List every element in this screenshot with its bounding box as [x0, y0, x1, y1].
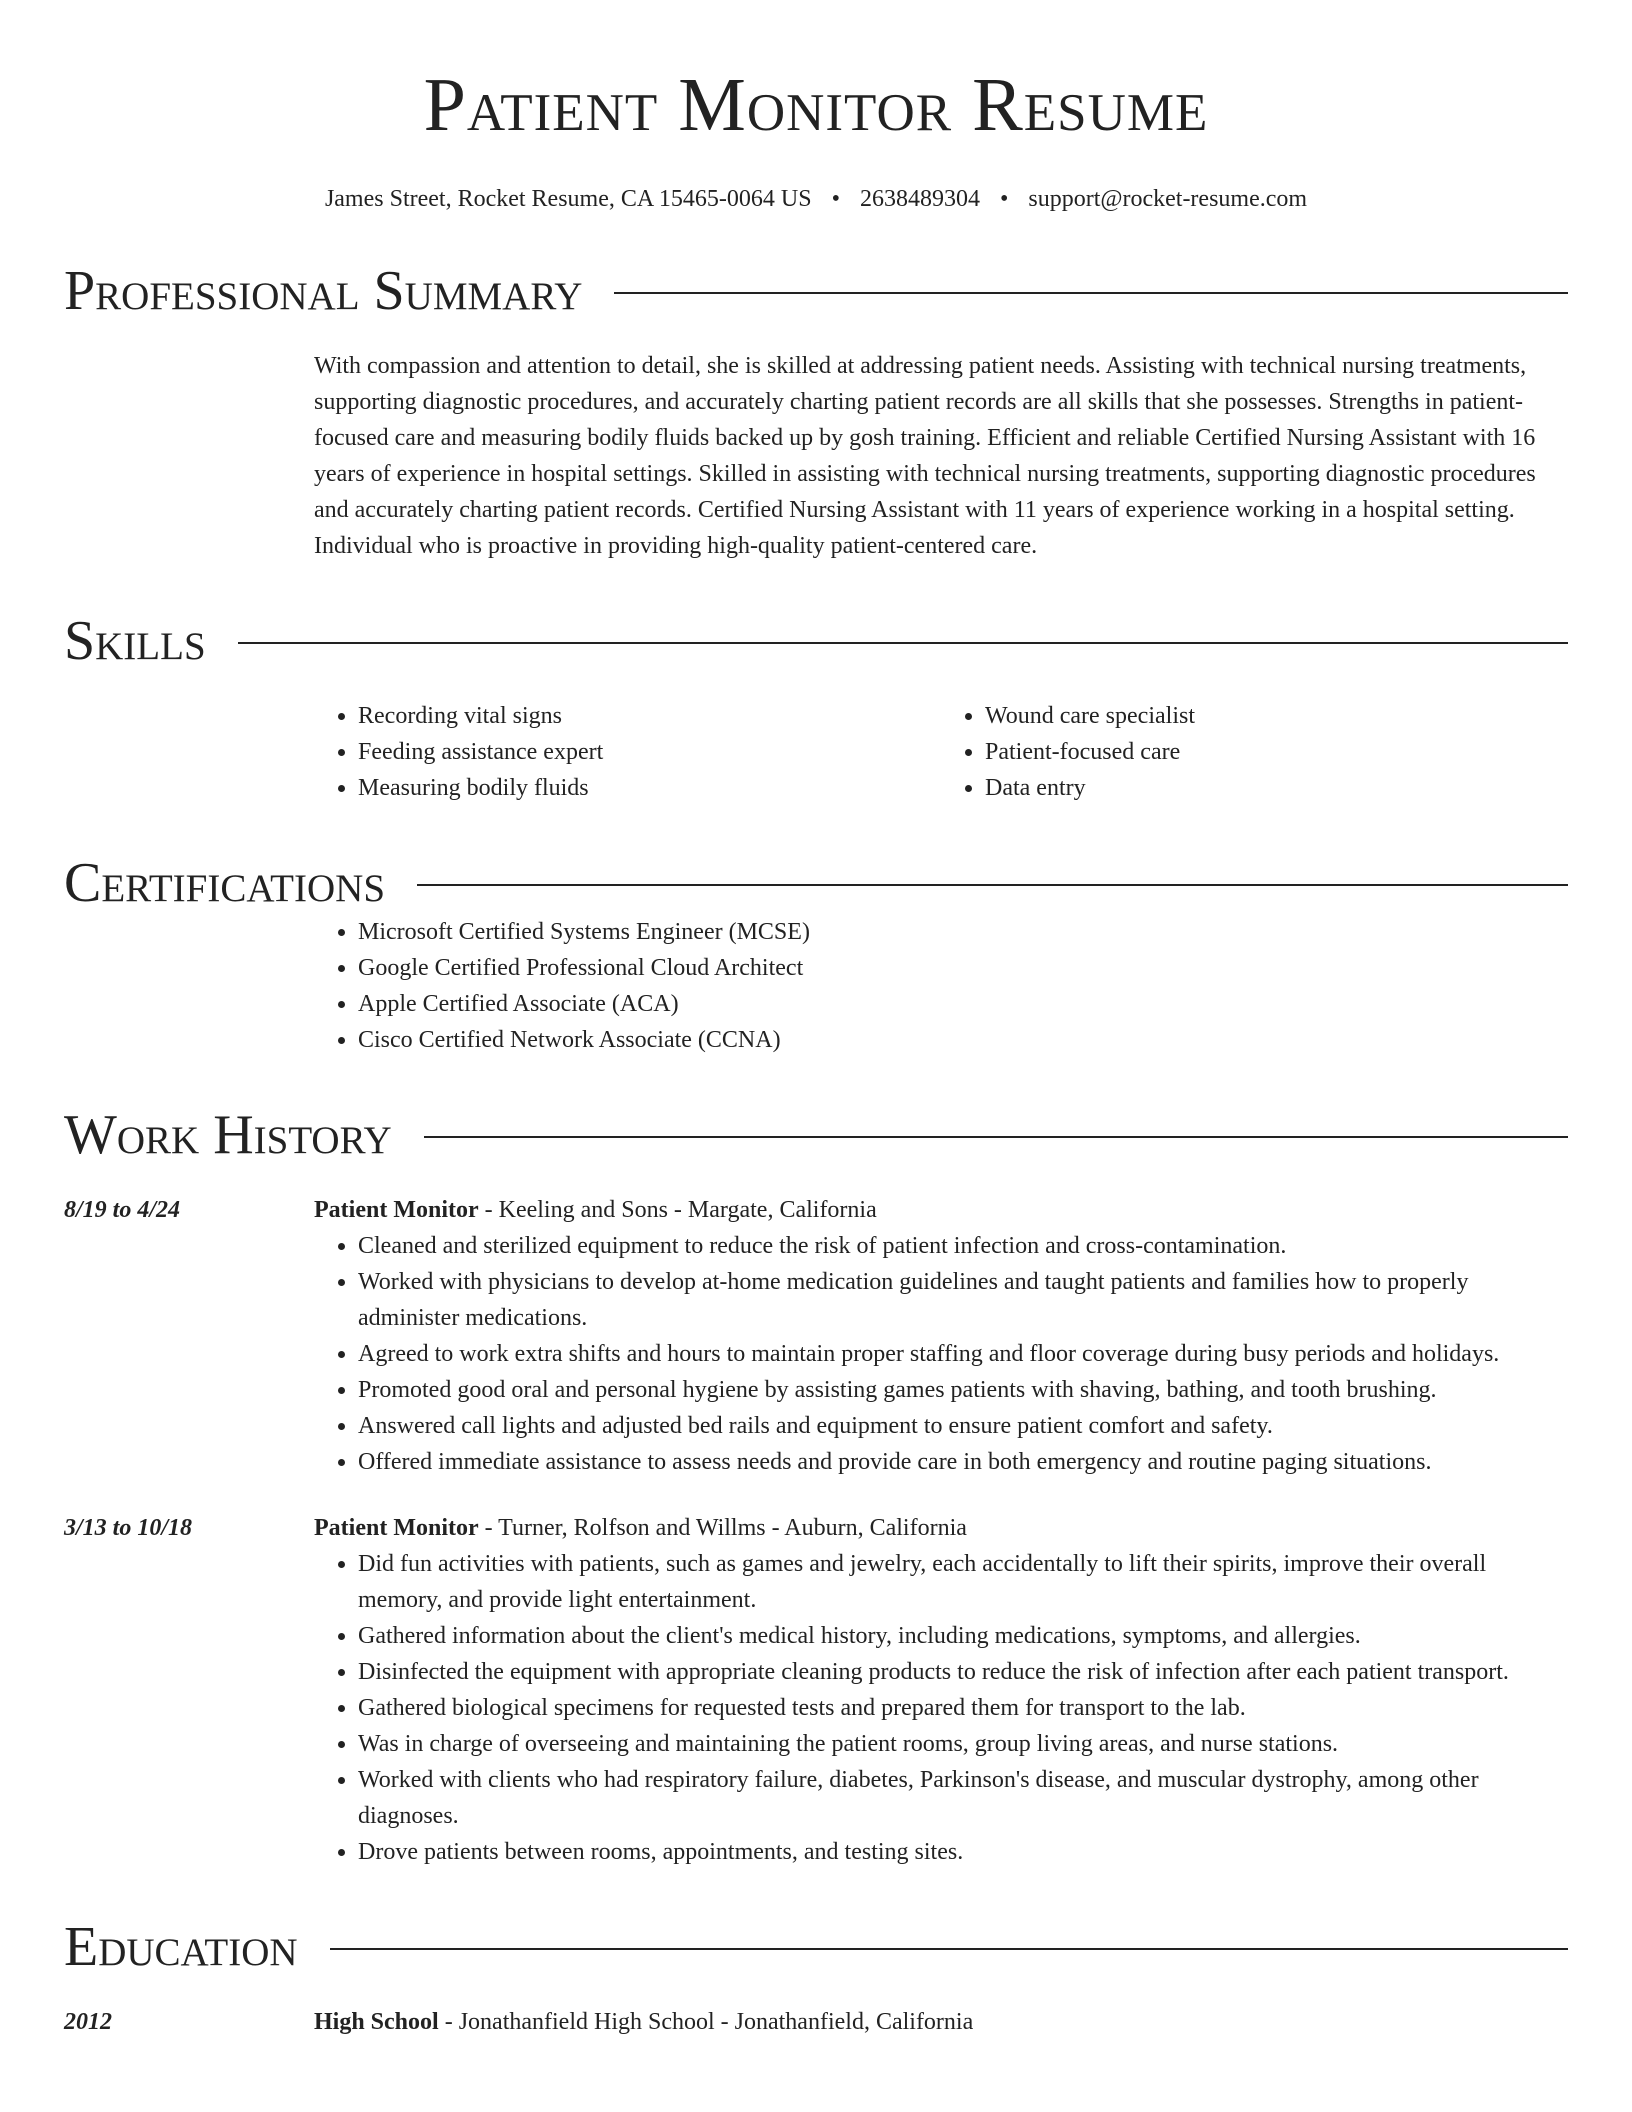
education-content: [314, 2004, 1564, 2040]
skills-list-right: [941, 698, 1568, 806]
education-line: [314, 2004, 1564, 2040]
summary-section-header: [64, 260, 1568, 322]
job-duty: • Offered immediate assistance to assess needs and provide care in both emergency and routine paging situations.: [358, 1444, 1564, 1480]
skill-item: • Recording vital signs: [358, 698, 941, 734]
work-heading: Work History: [64, 1104, 392, 1166]
skills-section: [314, 698, 1568, 806]
section-divider: [424, 1136, 1568, 1138]
summary-text: With compassion and attention to detail, she is skilled at addressing patient needs. Assisting with technical nursing treatments, supporting diagnostic procedures, and accurately charting patient records are all skills that she possesses. Strengths in patient-focused care and measuring bodily fluids backed up by gosh training. Efficient and reliable Certified Nursing Assistant with 16 years of experience in hospital settings. Skilled in assisting with technical nursing treatments, supporting diagnostic procedures and accurately charting patient records. Certified Nursing Assistant with 11 years of experience working in a hospital setting. Individual who is proactive in providing high-quality patient-centered care.: [314, 353, 1536, 559]
skill-item: • Wound care specialist: [985, 698, 1568, 734]
job-role: Patient Monitor: [314, 1515, 479, 1541]
contact-line: [64, 184, 1568, 214]
job-duty: • Promoted good oral and personal hygiene by assisting games patients with shaving, bathing, and tooth brushing.: [358, 1372, 1564, 1408]
job-content: [314, 1510, 1564, 1870]
document-title: Patient Monitor Resume: [423, 63, 1209, 147]
skill-item: • Measuring bodily fluids: [358, 770, 941, 806]
education-section-header: [64, 1916, 1568, 1978]
job-duty: • Agreed to work extra shifts and hours to maintain proper staffing and floor coverage during busy periods and holidays.: [358, 1336, 1564, 1372]
job-dates: 3/13 to 10/18: [64, 1515, 193, 1541]
certifications-heading: Certifications: [64, 852, 386, 914]
job-dates: 8/19 to 4/24: [64, 1197, 181, 1223]
certifications-section: [314, 914, 1568, 1058]
job-duties: [314, 1228, 1564, 1480]
job-duties: [314, 1546, 1564, 1870]
job-role: Patient Monitor: [314, 1197, 479, 1223]
certifications-section-header: [64, 852, 1568, 914]
certification-item: • Cisco Certified Network Associate (CCNA): [358, 1022, 1568, 1058]
contact-separator: •: [999, 186, 1009, 212]
job-entry: [64, 1192, 1568, 1480]
job-entry: [64, 1510, 1568, 1870]
job-employer: - Keeling and Sons - Margate, California: [478, 1197, 877, 1223]
job-duty: • Gathered information about the client's medical history, including medications, symptoms, and allergies.: [358, 1618, 1564, 1654]
education-heading: Education: [64, 1916, 298, 1978]
job-title-line: [314, 1510, 1564, 1546]
section-divider: [614, 292, 1568, 294]
section-divider: [330, 1948, 1568, 1950]
contact-phone: 2638489304: [859, 186, 980, 212]
skills-grid: [314, 698, 1568, 806]
job-duty: • Gathered biological specimens for requested tests and prepared them for transport to the lab.: [358, 1690, 1564, 1726]
education-school: - Jonathanfield High School - Jonathanfield, California: [438, 2009, 974, 2035]
job-duty: • Was in charge of overseeing and maintaining the patient rooms, group living areas, and nurse stations.: [358, 1726, 1564, 1762]
certifications-list: [314, 914, 1568, 1058]
job-duty: • Worked with physicians to develop at-home medication guidelines and taught patients and families how to properly administer medications.: [358, 1264, 1564, 1336]
summary-heading: Professional Summary: [64, 260, 583, 322]
skill-item: • Data entry: [985, 770, 1568, 806]
job-duty: • Cleaned and sterilized equipment to reduce the risk of patient infection and cross-contamination.: [358, 1228, 1564, 1264]
job-duty: • Answered call lights and adjusted bed rails and equipment to ensure patient comfort and safety.: [358, 1408, 1564, 1444]
skills-section-header: [64, 610, 1568, 672]
job-title-line: [314, 1192, 1564, 1228]
contact-separator: •: [831, 186, 840, 212]
education-degree: High School: [314, 2009, 439, 2035]
job-duty: • Drove patients between rooms, appointments, and testing sites.: [358, 1834, 1564, 1870]
section-divider: [417, 884, 1568, 886]
summary-section: [314, 348, 1568, 564]
certification-item: • Google Certified Professional Cloud Architect: [358, 950, 1568, 986]
education-year: 2012: [64, 2009, 112, 2035]
education-entry: [64, 2004, 1568, 2040]
skill-item: • Patient-focused care: [985, 734, 1568, 770]
skill-item: • Feeding assistance expert: [358, 734, 941, 770]
job-duty: • Disinfected the equipment with appropriate cleaning products to reduce the risk of infection after each patient transport.: [358, 1654, 1564, 1690]
certification-item: • Apple Certified Associate (ACA): [358, 986, 1568, 1022]
job-content: [314, 1192, 1564, 1480]
skills-list-left: [314, 698, 941, 806]
work-section-header: [64, 1104, 1568, 1166]
contact-address: James Street, Rocket Resume, CA 15465-0064 US: [324, 186, 812, 212]
skills-heading: Skills: [64, 610, 206, 672]
certification-item: • Microsoft Certified Systems Engineer (MCSE): [358, 914, 1568, 950]
section-divider: [238, 642, 1568, 644]
contact-email: support@rocket-resume.com: [1028, 186, 1308, 212]
job-duty: • Worked with clients who had respiratory failure, diabetes, Parkinson's disease, and muscular dystrophy, among other diagnoses.: [358, 1762, 1564, 1834]
job-duty: • Did fun activities with patients, such as games and jewelry, each accidentally to lift their spirits, improve their overall memory, and provide light entertainment.: [358, 1546, 1564, 1618]
job-employer: - Turner, Rolfson and Willms - Auburn, California: [478, 1515, 967, 1541]
